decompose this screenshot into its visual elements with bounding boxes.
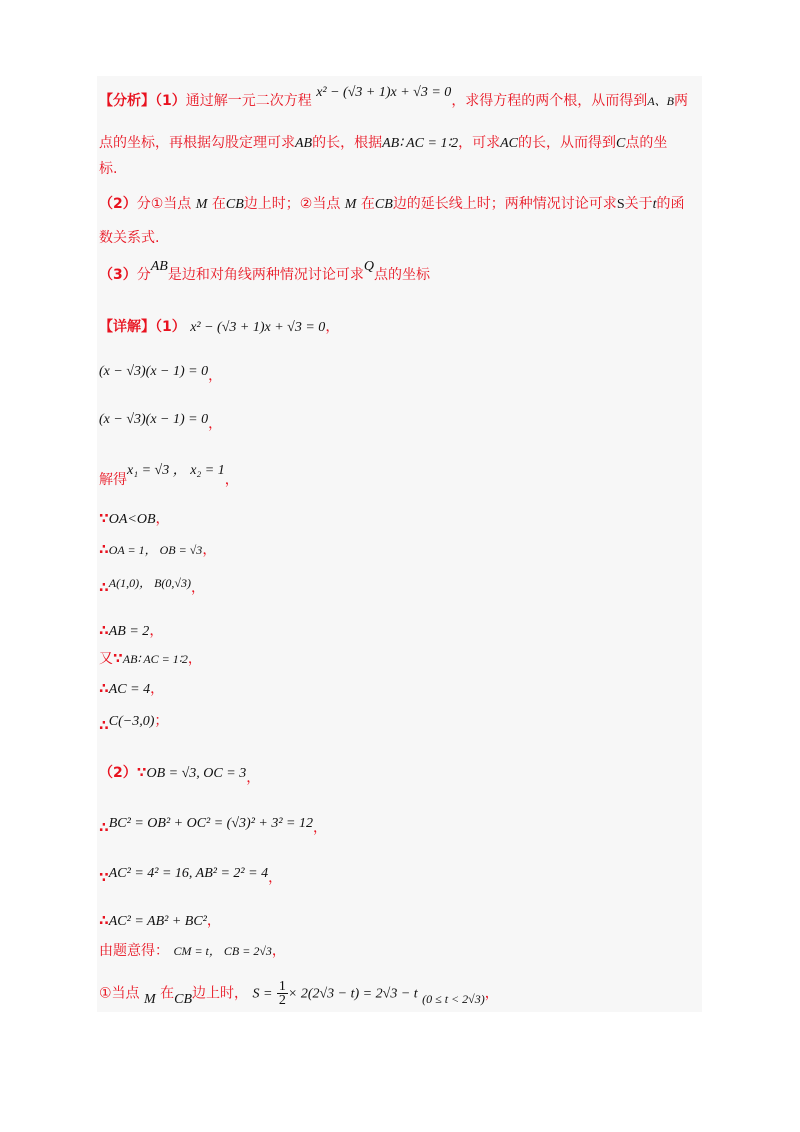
area-s: S = [252,986,273,1002]
factored-equation: (x − √3)(x − 1) = 0 [99,412,209,427]
punctuation: ， [190,580,205,596]
punctuation: ， [208,416,223,432]
roots: x₁ = √3 ， x₂ = 1 [127,463,225,478]
fraction-numerator: 1 [278,979,286,994]
point-c: C [615,136,626,151]
detail-factor-line-1 [99,362,223,384]
therefore-symbol: ∴ [99,820,109,836]
therefore-symbol: ∴ [99,623,109,639]
analysis-text: 分①当点 [136,196,192,212]
punctuation: ， [202,542,217,558]
segment-cb: CB [174,991,193,1007]
analysis-text: 点的坐标，再根据勾股定理可求 [99,135,295,151]
analysis-text: 边上时；②当点 [243,196,341,212]
segment-ab: AB [150,259,168,274]
punctuation: ， [325,319,340,335]
detail-factor-line-2 [99,410,223,432]
point-m: M [195,197,208,212]
area-s: S [616,197,625,212]
analysis-text: 的长，根据 [312,135,383,151]
segment-cb: CB [374,197,393,212]
analysis-part1-label: （1） [155,93,186,109]
analysis-line-1 [99,85,688,111]
given-label: 由题意得： [99,943,169,959]
segment-cb: CB [225,197,244,212]
analysis-tag: 【分析】 [99,93,155,109]
case-text: 边上时， [192,985,249,1002]
result: AC = 4 [108,682,151,697]
analysis-part2-line-2: 数关系式. [99,230,160,246]
because-symbol: ∵ [136,765,147,781]
analysis-text: 分 [136,267,151,283]
analysis-text: 点的坐标 [373,267,430,283]
therefore-symbol: ∴ [99,718,109,734]
punctuation: ， [246,770,261,786]
detail-line-oa-ob [99,510,170,529]
punctuation: ， [484,985,499,1002]
area-expression: × 2(2√3 − t) = 2√3 − t [287,986,418,1002]
analysis-text: 在 [211,196,226,212]
analysis-text: 边的延长线上时；两种情况讨论可求 [392,196,617,212]
analysis-text: 通过解一元二次方程 [185,93,312,109]
analysis-text: 在 [360,196,375,212]
detail-line-coordinates-ab [99,574,205,596]
detail-part2-line-1 [99,764,261,786]
detail-part1-label: （1） [155,319,186,335]
because-symbol: ∵ [99,870,109,886]
analysis-part2-line-1 [99,195,685,214]
detail-line-ac [99,680,164,699]
factored-equation: (x − √3)(x − 1) = 0 [99,364,209,379]
analysis-text: ，求得方程的两个根，从而得到 [451,93,648,109]
punctuation: ， [312,820,327,836]
fraction-denominator: 2 [278,993,286,1008]
analysis-line-3: 标. [99,161,118,177]
result: AC² = 4² = 16, AB² = 2² = 4 [108,866,269,881]
result: BC² = OB² + OC² = (√3)² + 3² = 12 [108,816,313,831]
detail-line-bc-squared [99,814,327,836]
variable-t: t [652,197,657,212]
therefore-symbol: ∴ [99,542,109,558]
detail-line-ac-ab-squared [99,864,283,886]
punctuation: ， [208,368,223,384]
therefore-symbol: ∴ [99,580,109,596]
detail-line-ab [99,622,163,641]
analysis-line-2 [99,134,667,153]
result: AB = 2 [108,624,150,639]
detail-line-pythagoras [99,912,221,931]
punctuation: ， [150,681,165,697]
analysis-text: ，可求 [458,135,501,151]
detail-tag: 【详解】 [99,319,155,335]
t-range: (0 ≤ t < 2√3) [422,991,485,1006]
punctuation: ， [149,623,164,639]
fraction-one-half [277,980,288,1007]
condition: OA<OB [108,512,156,527]
because-symbol: ∵ [113,651,123,667]
result: AC² = AB² + BC² [108,914,207,929]
equation: x² − (√3 + 1)x + √3 = 0 [190,320,326,335]
detail-line-1 [99,318,339,337]
point-q: Q [363,259,374,274]
analysis-text: 两 [673,93,688,109]
punctuation: ， [155,511,170,527]
punctuation: ， [271,943,286,959]
analysis-text: 点的坐 [625,135,668,151]
detail-line-point-c [99,712,169,734]
result: CM = t， CB = 2√3 [173,944,272,958]
detail-line-ratio [99,650,202,668]
segment-ab: AB [295,136,313,151]
analysis-text: 的函 [656,196,685,212]
detail-part2-label: （2） [99,765,137,781]
punctuation: ， [187,651,202,667]
result: OB = √3, OC = 3 [146,766,247,781]
detail-line-given [99,942,286,960]
analysis-text: 关于 [624,196,653,212]
punctuation: ， [206,913,221,929]
segment-ac: AC [500,136,518,151]
analysis-text: 的长，从而得到 [517,135,616,151]
result: OA = 1， OB = √3 [108,543,203,557]
punctuation: ， [224,472,239,488]
analysis-part3-line [99,259,430,285]
analysis-part3-label: （3） [99,267,137,283]
ratio-ab-ac: AB∶ AC = 1∶2 [382,136,459,151]
detail-roots-line [99,463,239,488]
points-ab: A、B [647,94,674,108]
result: A(1,0)， B(0,√3) [108,576,191,590]
point-m: M [344,197,357,212]
point-m: M [144,991,156,1007]
analysis-part2-label: （2） [99,196,137,212]
quadratic-equation: x² − (√3 + 1)x + √3 = 0 [316,85,452,100]
again-label: 又 [99,651,113,667]
analysis-text: 是边和对角线两种情况讨论可求 [167,267,364,283]
therefore-symbol: ∴ [99,681,109,697]
therefore-symbol: ∴ [99,913,109,929]
detail-case1-line [99,980,499,1007]
punctuation: ， [268,870,283,886]
because-symbol: ∵ [99,511,109,527]
solve-label: 解得 [99,472,127,488]
result: C(−3,0) [108,714,155,729]
detail-line-oa-ob-values [99,541,216,559]
case-text: 在 [160,985,175,1002]
punctuation: ； [154,713,169,729]
result: AB∶ AC = 1∶2 [122,652,188,666]
case-text: ①当点 [99,985,140,1002]
